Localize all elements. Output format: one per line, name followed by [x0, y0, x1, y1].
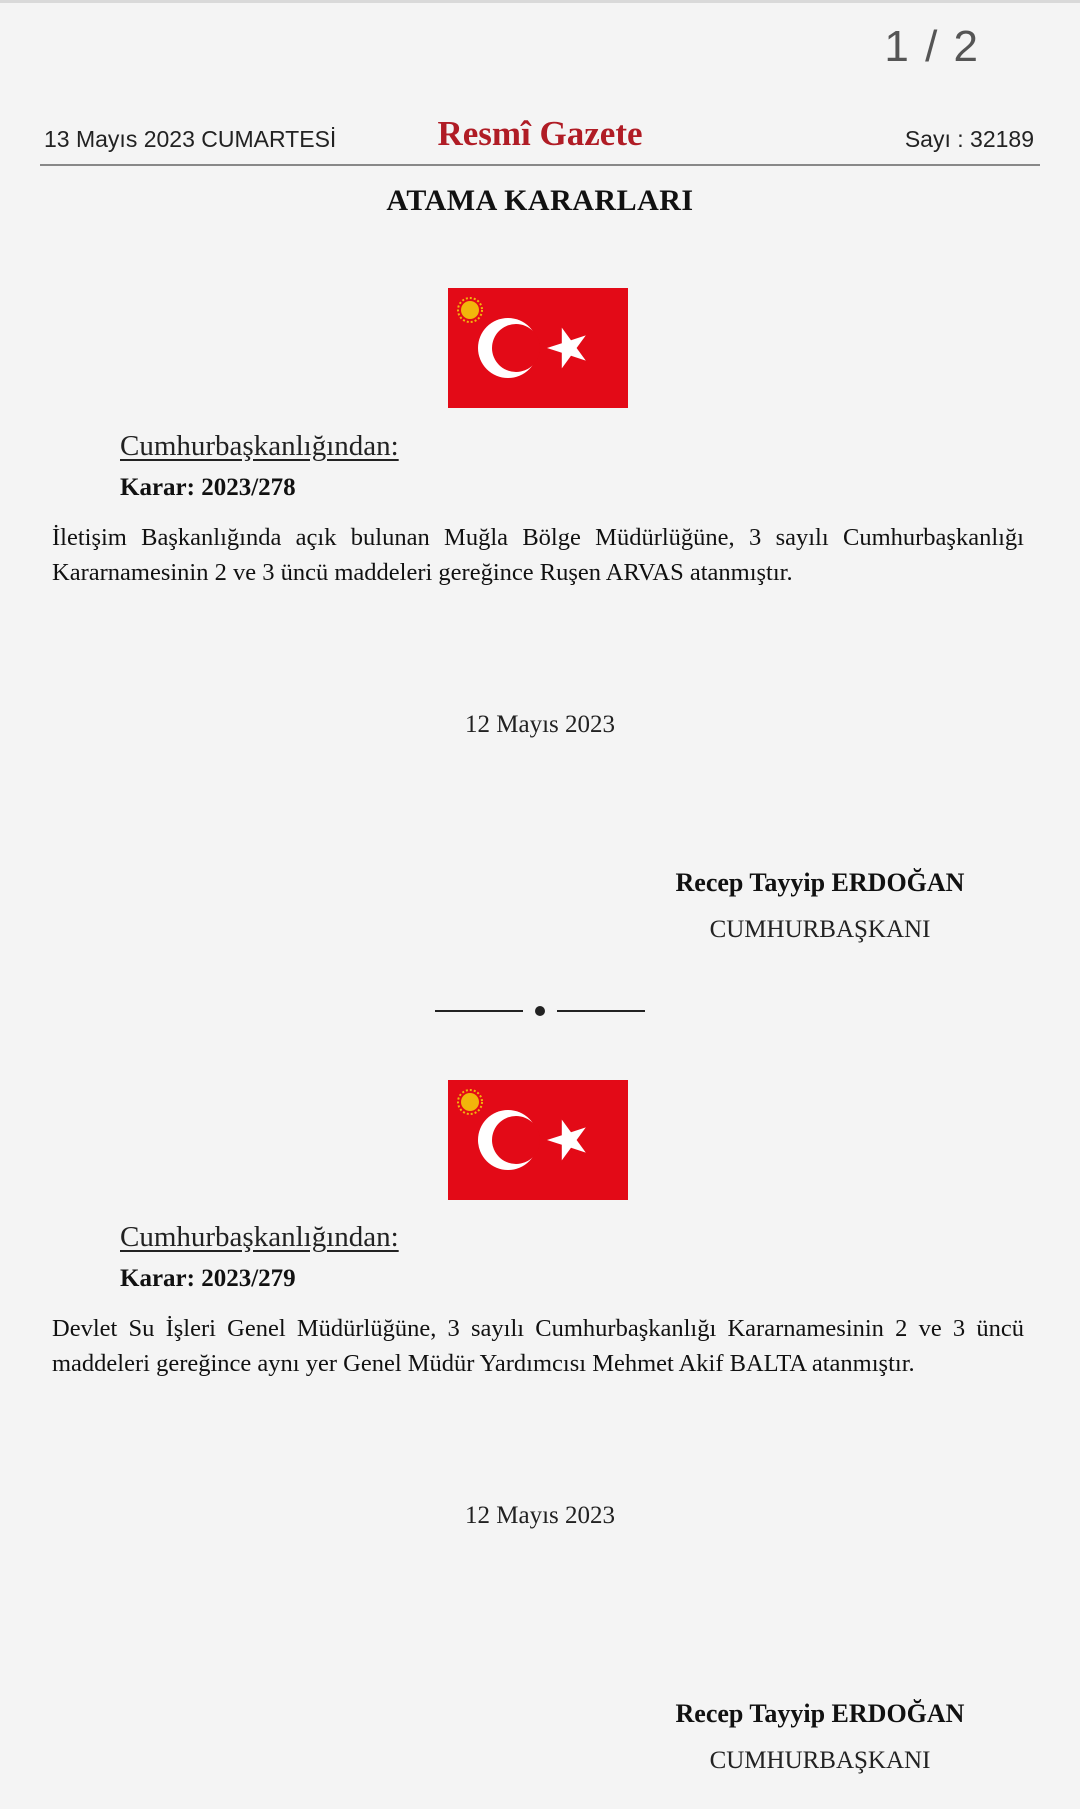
- issue-number: Sayı : 32189: [904, 126, 1034, 152]
- presidential-seal-icon: [461, 301, 479, 319]
- flag-graphic: [448, 288, 628, 408]
- decision-issuer: Cumhurbaşkanlığından:: [120, 1221, 399, 1253]
- section-title: ATAMA KARARLARI: [386, 184, 694, 217]
- top-border: [0, 0, 1080, 3]
- decision-separator: [435, 1003, 645, 1019]
- signer-title: CUMHURBAŞKANI: [709, 1747, 931, 1774]
- header-rule: [40, 164, 1040, 166]
- turkish-flag-icon: [448, 288, 628, 408]
- signer-name: Recep Tayyip ERDOĞAN: [675, 868, 965, 897]
- decision-text: Devlet Su İşleri Genel Müdürlüğüne, 3 sayılı Cumhurbaşkanlığı Kararnamesinin 2 ve 3 üncü maddeleri gereğince aynı yer Genel Müdür Yardımcısı Mehmet Akif BALTA atanmıştır.: [52, 1315, 1024, 1377]
- decision-number: Karar: 2023/279: [120, 1265, 296, 1292]
- decision-number: Karar: 2023/278: [120, 474, 296, 501]
- decision-date: 12 Mayıs 2023: [465, 1502, 615, 1529]
- page-indicator: 1 / 2: [884, 22, 980, 71]
- turkish-flag-icon: [448, 1080, 628, 1200]
- decision-text: İletişim Başkanlığında açık bulunan Muğla Bölge Müdürlüğüne, 3 sayılı Cumhurbaşkanlığı Kararnamesinin 2 ve 3 üncü maddeleri gereğince Ruşen ARVAS atanmıştır.: [52, 524, 1024, 586]
- decision-issuer: Cumhurbaşkanlığından:: [120, 430, 399, 462]
- signer-name: Recep Tayyip ERDOĞAN: [675, 1699, 965, 1728]
- header-date: 13 Mayıs 2023 CUMARTESİ: [44, 126, 337, 152]
- masthead-title: Resmî Gazete: [437, 114, 643, 153]
- signer-title: CUMHURBAŞKANI: [709, 916, 931, 943]
- presidential-seal-icon: [461, 1093, 479, 1111]
- flag-graphic: [448, 1080, 628, 1200]
- decision-date: 12 Mayıs 2023: [465, 711, 615, 738]
